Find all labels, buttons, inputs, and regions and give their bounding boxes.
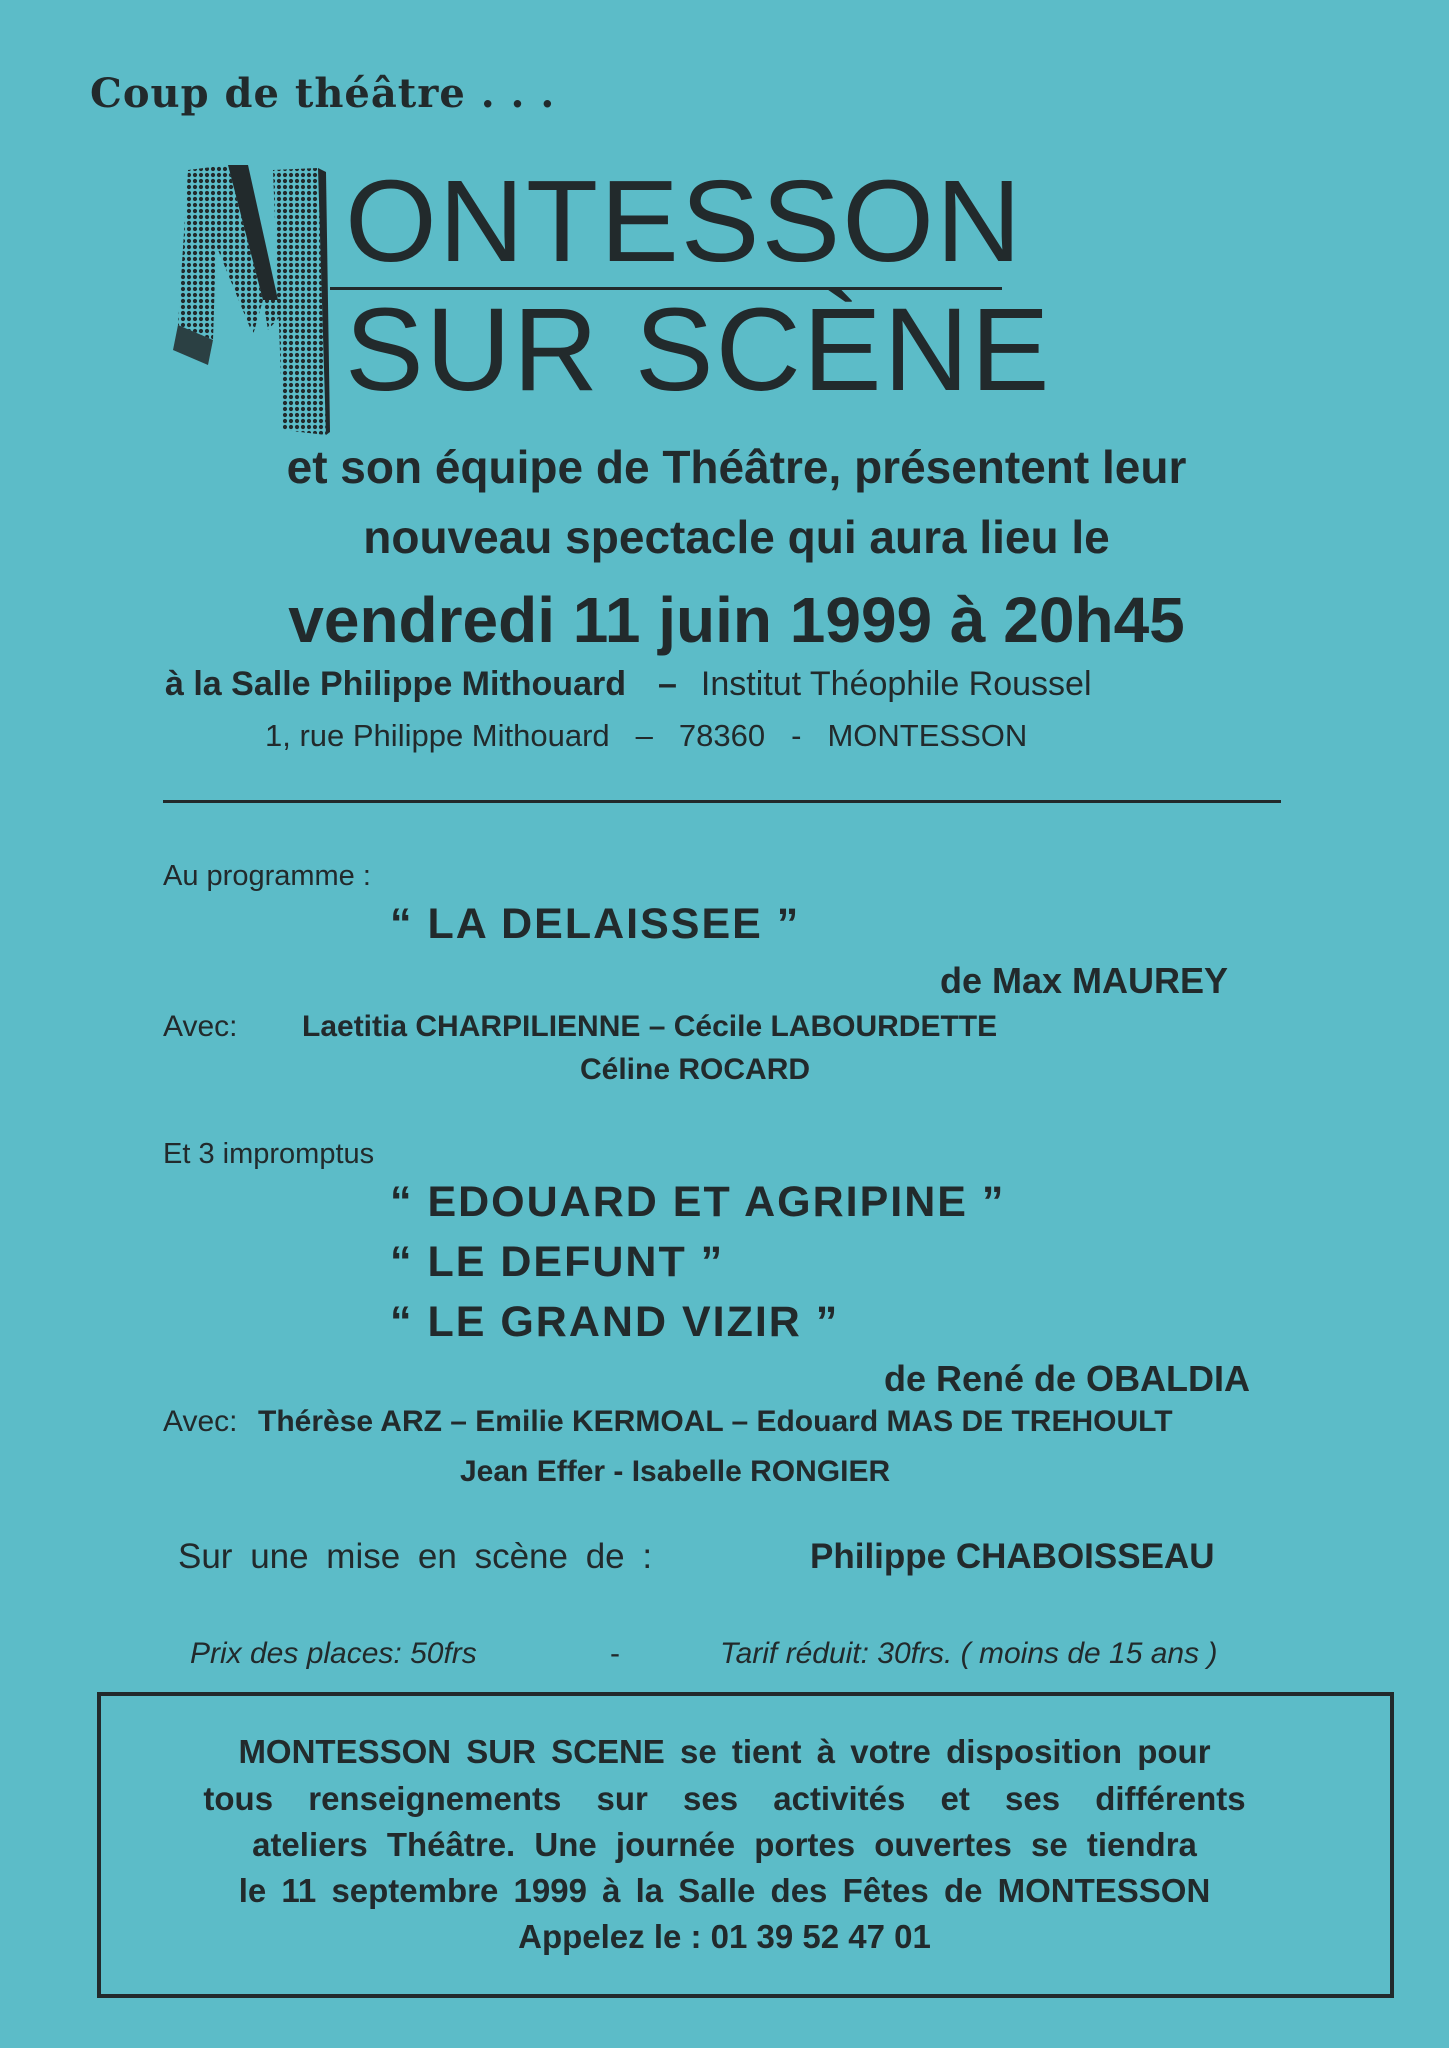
info-line: MONTESSON SUR SCENE se tient à votre disposition pour (238, 1733, 1211, 1770)
impromptu-title: “ LE GRAND VIZIR ” (390, 1298, 840, 1346)
price-reduced: Tarif réduit: 30frs. ( moins de 15 ans ) (720, 1637, 1218, 1670)
cast-line: Laetitia CHARPILIENNE – Cécile LABOURDETTE (302, 1010, 998, 1043)
logo-text-montesson: ONTESSON (345, 156, 1024, 287)
phone-line: Appelez le : 01 39 52 47 01 (518, 1918, 931, 1955)
address-city: MONTESSON (827, 718, 1028, 753)
venue-line (165, 665, 1092, 704)
cast-line: Thérèse ARZ – Emilie KERMOAL – Edouard MAS DE TREHOULT (258, 1405, 1173, 1438)
event-date: vendredi 11 juin 1999 à 20h45 (288, 584, 1185, 656)
logo-m-icon (168, 160, 348, 440)
director-name: Philippe CHABOISSEAU (810, 1537, 1215, 1576)
impromptus-label: Et 3 impromptus (163, 1138, 375, 1170)
play-author: de Max MAUREY (940, 960, 1229, 1001)
price-full: Prix des places: 50frs (190, 1637, 477, 1670)
info-line: tous renseignements sur ses activités et ses différents (203, 1780, 1246, 1817)
intro-line-1: et son équipe de Théâtre, présentent leur (286, 441, 1187, 493)
address-separator: - (791, 718, 802, 753)
impromptus-author: de René de OBALDIA (884, 1358, 1251, 1399)
play-title: “ LA DELAISSEE ” (390, 900, 801, 948)
section-divider (163, 800, 1281, 803)
cast-label: Avec: (163, 1010, 238, 1043)
tagline: Coup de théâtre . . . (90, 70, 556, 117)
address-street: 1, rue Philippe Mithouard (265, 718, 610, 753)
venue-dash: – (657, 665, 677, 703)
impromptu-title: “ EDOUARD ET AGRIPINE ” (390, 1178, 1006, 1226)
director-label: Sur une mise en scène de : (178, 1537, 653, 1576)
cast-label: Avec: (163, 1405, 238, 1438)
price-separator: - (610, 1637, 620, 1670)
cast-line: Jean Effer - Isabelle RONGIER (460, 1455, 891, 1488)
logo-text-sur-scene: SUR SCÈNE (345, 284, 1052, 416)
venue-address (265, 718, 1027, 754)
info-line: le 11 septembre 1999 à la Salle des Fêtes de MONTESSON (238, 1872, 1211, 1909)
venue-institut: Institut Théophile Roussel (700, 665, 1092, 703)
intro-line-2: nouveau spectacle qui aura lieu le (363, 511, 1110, 563)
impromptu-title: “ LE DEFUNT ” (390, 1238, 725, 1286)
venue-salle: à la Salle Philippe Mithouard (165, 665, 626, 703)
info-line: ateliers Théâtre. Une journée portes ouvertes se tiendra (252, 1826, 1197, 1863)
address-separator: – (635, 718, 653, 753)
cast-line: Céline ROCARD (580, 1053, 811, 1086)
programme-label: Au programme : (163, 860, 371, 892)
address-postcode: 78360 (678, 718, 766, 753)
